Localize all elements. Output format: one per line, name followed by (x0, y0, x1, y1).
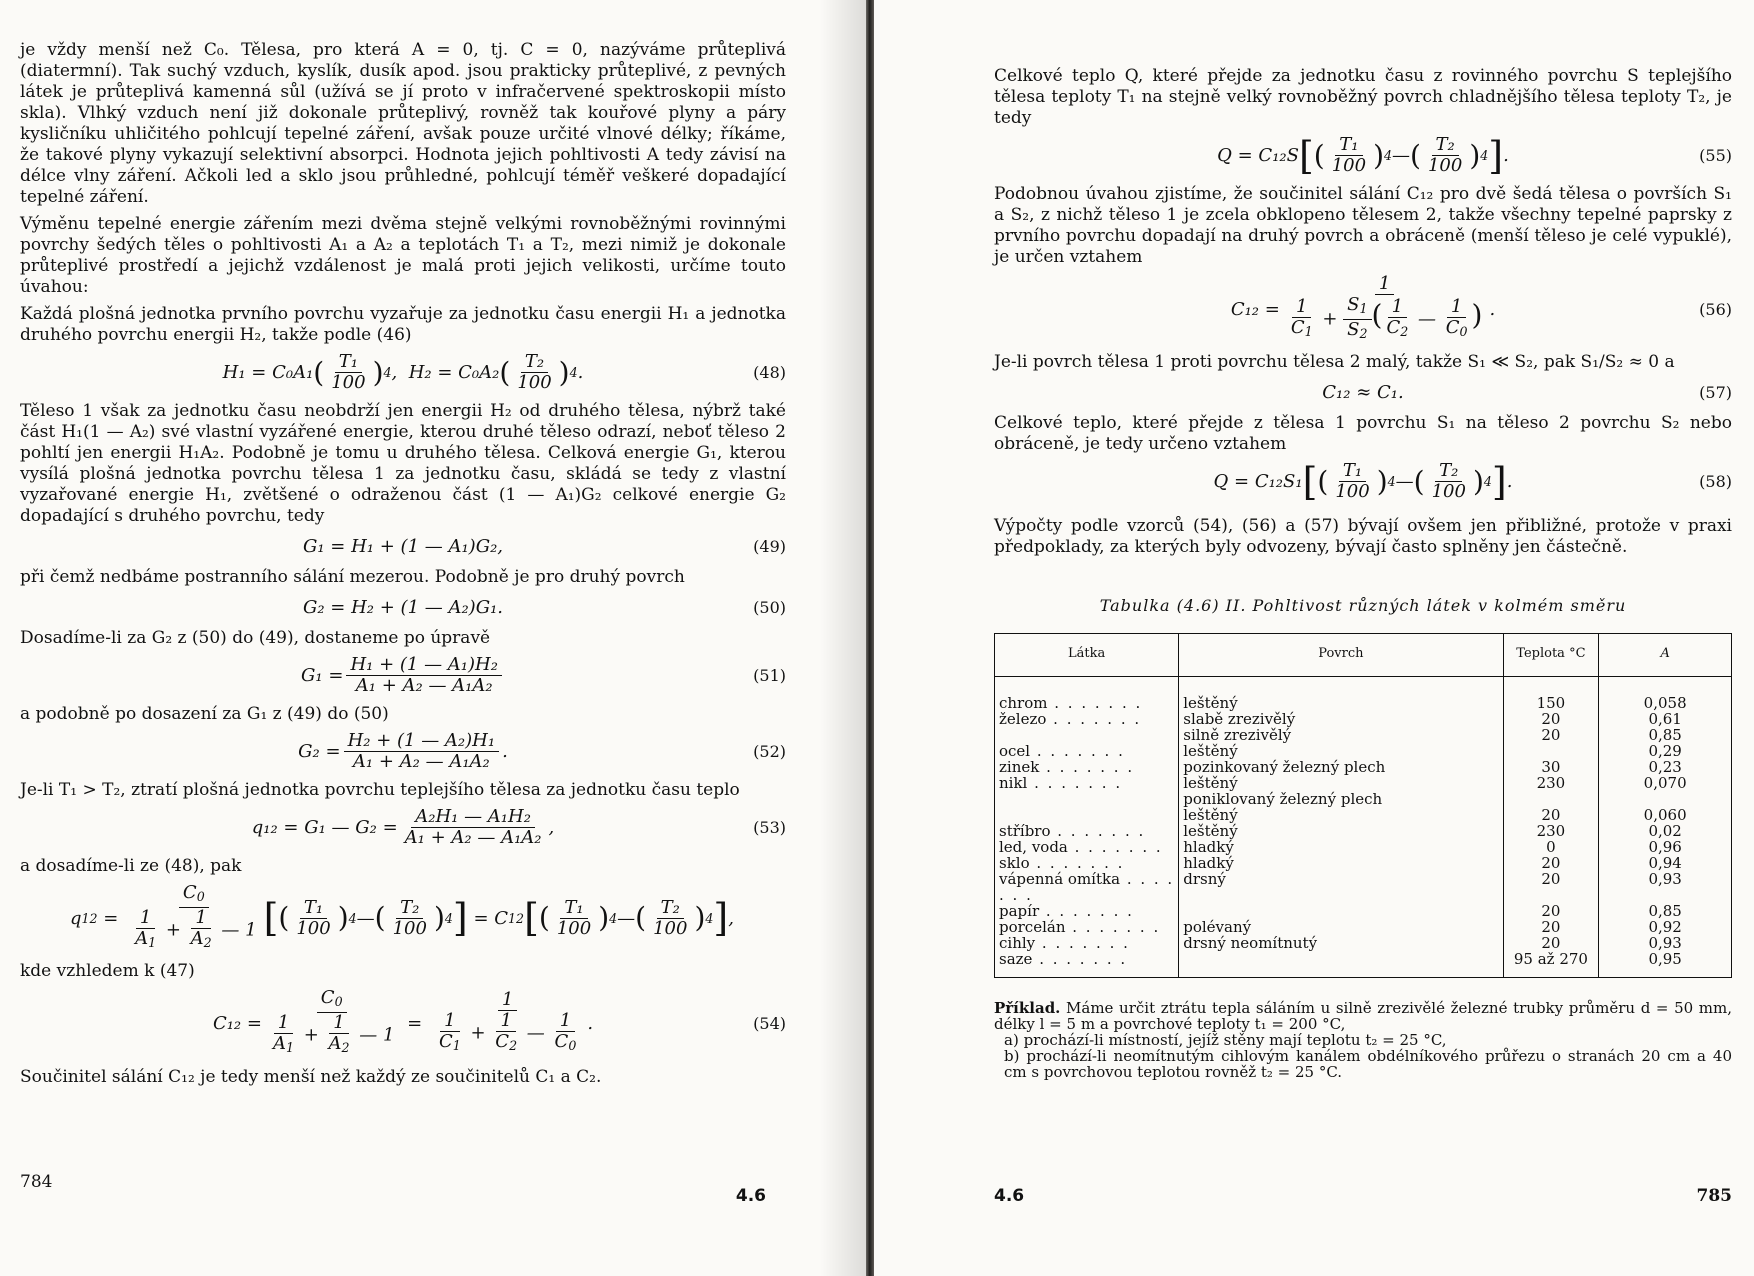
section-number: 4.6 (994, 1186, 1025, 1206)
table-cell: saze . . . . . . . (995, 951, 1179, 978)
table-cell: hladký (1179, 839, 1503, 855)
table-row (995, 951, 1732, 978)
table-cell: leštěný (1179, 775, 1503, 791)
table-row (995, 871, 1732, 903)
table-cell: hladký (1179, 855, 1503, 871)
equation-53: q₁₂ = G₁ — G₂ = $\frac{\text{A₂H₁ — A₁H₂}}{\text{A₁ + A₂ — A₁A₂}}$ , (53) (251, 806, 786, 848)
table-cell: 0,070 (1599, 775, 1732, 791)
table-cell: 0 (1503, 839, 1599, 855)
right-page (874, 0, 1754, 1276)
table-cell (995, 791, 1179, 807)
paragraph: Výpočty podle vzorců (54), (56) a (57) bývají ovšem jen přibližné, protože v praxi předpoklady, za kterých byly odvozeny, bývají často splněny jen částečně. (994, 516, 1732, 558)
equation-number: (52) (753, 742, 786, 761)
equation-49: G₁ = H₁ + (1 — A₁)G₂, (49) (302, 535, 786, 557)
table-cell: 20 (1503, 727, 1599, 743)
table-row (995, 807, 1732, 823)
table-row (995, 855, 1732, 871)
table-cell (995, 727, 1179, 743)
table-cell: chrom . . . . . . . (995, 677, 1179, 712)
equation-55: Q = C₁₂S [ ( $\frac{\text{T₁}}{100}$ ) 4 — ( $\frac{\text{T₂}}{100}$ ) 4 ] . (55) (1217, 133, 1732, 178)
table-cell: polévaný (1179, 919, 1503, 935)
table-cell: led, voda . . . . . . . (995, 839, 1179, 855)
equation-58: Q = C₁₂S₁ [ ( $\frac{\text{T₁}}{100}$ ) 4 — ( $\frac{\text{T₂}}{100}$ ) 4 ] . (58) (1213, 459, 1732, 504)
table-cell: vápenná omítka . . . . . . . (995, 871, 1179, 903)
equation-number: (53) (753, 818, 786, 837)
paragraph: Výměnu tepelné energie zářením mezi dvěma stejně velkými rovnoběžnými rovinnými povrchy šedých těles o pohltivosti A₁ a A₂ a teplotách T₁ a T₂, mezi nimiž je dokonale průteplivé prostředí a jejichž vzdálenost je malá proti jejich velikosti, určíme touto úvahou: (20, 214, 786, 297)
equation-number: (50) (753, 597, 786, 617)
table-cell: stříbro . . . . . . . (995, 823, 1179, 839)
table-cell: 20 (1503, 855, 1599, 871)
column-header: Povrch (1179, 634, 1503, 677)
table-cell: pozinkovaný železný plech (1179, 759, 1503, 775)
column-header: Teplota °C (1503, 634, 1599, 677)
equation-number: (55) (1699, 146, 1732, 165)
table-cell (1179, 951, 1503, 978)
paragraph: Je-li T₁ > T₂, ztratí plošná jednotka povrchu teplejšího tělesa za jednotku času teplo (20, 780, 740, 800)
table-cell: 20 (1503, 935, 1599, 951)
table-row (995, 743, 1732, 759)
table-cell: 0,61 (1599, 711, 1732, 727)
table-cell: 0,94 (1599, 855, 1732, 871)
table-cell (1599, 791, 1732, 807)
table-row (995, 791, 1732, 807)
table-cell: nikl . . . . . . . (995, 775, 1179, 791)
equation-number: (48) (753, 363, 786, 382)
table-cell: 0,02 (1599, 823, 1732, 839)
table-row (995, 775, 1732, 791)
column-header: Látka (995, 634, 1179, 677)
table-cell: 30 (1503, 759, 1599, 775)
example-item-b: b) prochází-li neomítnutým cihlovým kanálem obdélníkového průřezu o stranách 20 cm a 40 cm s povrchovou teplotou rovněž t₂ = 25 °C. (1004, 1047, 1732, 1082)
table-cell: 0,29 (1599, 743, 1732, 759)
table-row (995, 711, 1732, 727)
table-cell: 20 (1503, 711, 1599, 727)
table-cell: 0,85 (1599, 727, 1732, 743)
table-cell (1179, 903, 1503, 919)
table-cell: 230 (1503, 823, 1599, 839)
table-row (995, 919, 1732, 935)
absorptivity-table (994, 633, 1732, 978)
table-cell: drsný neomítnutý (1179, 935, 1503, 951)
example-block (994, 1000, 1732, 1080)
equation-number: (54) (753, 1013, 786, 1033)
equation-number: (49) (753, 536, 786, 556)
left-page (0, 0, 866, 1276)
equation-57: C₁₂ ≈ C₁. (57) (1322, 381, 1732, 403)
equation-number: (56) (1699, 299, 1732, 319)
paragraph: kde vzhledem k (47) (20, 961, 195, 982)
table-cell: leštěný (1179, 743, 1503, 759)
paragraph: Každá plošná jednotka prvního povrchu vyzařuje za jednotku času energii H₁ a jednotka druhého povrchu energii H₂, takže podle (46) (20, 304, 786, 345)
example-text: Máme určit ztrátu tepla sáláním u silně zrezivělé železné trubky průměru d = 50 mm, délky l = 5 m a povrchové teploty t₁ = 200 °C, (994, 999, 1732, 1034)
table-row (995, 759, 1732, 775)
table-row (995, 727, 1732, 743)
table-caption: Tabulka (4.6) II. Pohltivost různých látek v kolmém směru (1099, 596, 1627, 616)
example-item-a: a) prochází-li místností, jejíž stěny mají teplotu t₂ = 25 °C, (1004, 1031, 1447, 1050)
table-cell: 95 až 270 (1503, 951, 1599, 978)
table-cell: 20 (1503, 919, 1599, 935)
table-cell: 0,93 (1599, 871, 1732, 903)
table-cell: 0,92 (1599, 919, 1732, 935)
equation-number: (57) (1699, 382, 1732, 402)
equation-52: G₂ = $\frac{\text{H₂ + (1 — A₂)H₁}}{\text{A₁ + A₂ — A₁A₂}}$ . (52) (298, 730, 786, 772)
table-cell: 0,96 (1599, 839, 1732, 855)
table-cell: 230 (1503, 775, 1599, 791)
table-cell: ocel . . . . . . . (995, 743, 1179, 759)
table-cell: cihly . . . . . . . (995, 935, 1179, 951)
paragraph: Podobnou úvahou zjistíme, že součinitel sálání C₁₂ pro dvě šedá tělesa o površích S₁ a S₂, z nichž těleso 1 je zcela obklopeno tělesem 2, takže všechny tepelné paprsky z prvního povrchu dopadají na druhý povrch a obráceně (menší těleso je celé vypuklé), je určen vztahem (994, 184, 1732, 267)
equation-51: G₁ = $\frac{\text{H₁ + (1 — A₁)H₂}}{\text{A₁ + A₂ — A₁A₂}}$ (51) (301, 654, 786, 696)
table-cell: poniklovaný železný plech (1179, 791, 1503, 807)
table-cell: porcelán . . . . . . . (995, 919, 1179, 935)
table-cell: 20 (1503, 903, 1599, 919)
table-row (995, 935, 1732, 951)
table-row (995, 903, 1732, 919)
table-cell: leštěný (1179, 677, 1503, 712)
page-number: 784 (20, 1172, 53, 1192)
table-cell: sklo . . . . . . . (995, 855, 1179, 871)
table-cell: 0,85 (1599, 903, 1732, 919)
table-cell: 150 (1503, 677, 1599, 712)
table-cell: 0,058 (1599, 677, 1732, 712)
page-number: 785 (1696, 1186, 1732, 1206)
table-cell: železo . . . . . . . (995, 711, 1179, 727)
equation-number: (58) (1699, 472, 1732, 492)
paragraph: Celkové teplo Q, které přejde za jednotku času z rovinného povrchu S teplejšího tělesa teploty T₁ na stejně velký rovnoběžný povrch chladnějšího tělesa teploty T₂, je tedy (994, 66, 1732, 128)
table-body (995, 677, 1732, 978)
equation-56: C₁₂ = 1 $\frac{1}{C_1}$ + $\frac{S_1}{S_2}$ ( $\frac{1}{C_2}$ — $\frac{1}{C_0}$ ) . (56) (1230, 273, 1732, 342)
table-cell (995, 807, 1179, 823)
table-cell: 20 (1503, 871, 1599, 903)
table-cell: 0,23 (1599, 759, 1732, 775)
equation-q12: q 12 = $C_0$ $\frac{1}{A_1}$ + $\frac{1}{A_2}$ — 1 [ ( $\frac{\text{T₁}}{100}$ ) 4 — ( $\frac{\text{T₂}}{100}$ ) 4 ] = C 12 [ ( $\frac{\text{T₁}}{100}$ ) 4 — ( $\frac{\text{T₂}}{100}$ ) 4 ] , (70, 882, 734, 951)
paragraph: při čemž nedbáme postranního sálání mezerou. Podobně je pro druhý povrch (20, 567, 685, 587)
table-row (995, 839, 1732, 855)
paragraph: a dosadíme-li ze (48), pak (20, 856, 242, 876)
table-cell: 0,93 (1599, 935, 1732, 951)
table-cell: 0,060 (1599, 807, 1732, 823)
paragraph: Celkové teplo, které přejde z tělesa 1 povrchu S₁ na těleso 2 povrchu S₂ nebo obráceně, je tedy určeno vztahem (994, 413, 1732, 455)
equation-50: G₂ = H₂ + (1 — A₂)G₁. (50) (302, 596, 786, 618)
table-cell: leštěný (1179, 823, 1503, 839)
example-label: Příklad. (994, 999, 1061, 1018)
table-cell: 0,95 (1599, 951, 1732, 978)
table-cell: leštěný (1179, 807, 1503, 823)
table-row (995, 677, 1732, 712)
paragraph: Dosadíme-li za G₂ z (50) do (49), dostaneme po úpravě (20, 628, 491, 648)
column-header: A (1599, 634, 1732, 677)
table-cell: papír . . . . . . . (995, 903, 1179, 919)
paragraph: a podobně po dosazení za G₁ z (49) do (50) (20, 704, 389, 724)
equation-54: C₁₂ = $C_0$ $\frac{1}{A_1}$ + $\frac{1}{A_2}$ — 1 = 1 $\frac{1}{C_1}$ + $\frac{1}{C_2}$ — $\frac{1}{C_0}$ . (54) (212, 987, 786, 1056)
table-cell: 20 (1503, 807, 1599, 823)
table-cell: silně zrezivělý (1179, 727, 1503, 743)
book-gutter (866, 0, 874, 1276)
table-cell: slabě zrezivělý (1179, 711, 1503, 727)
paragraph: je vždy menší než C₀. Tělesa, pro která A = 0, tj. C = 0, nazýváme průteplivá (diatermní). Tak suchý vzduch, kyslík, dusík apod. jsou prakticky průteplivé, z pevných látek je průteplivá kamenná sůl (užívá se jí proto v infračervené spektroskopii místo skla). Vlhký vzduch není již dokonale průteplivý, rovněž tak kouřové plyny a páry kysličníku uhličitého pohlcují tepelné záření, avšak pouze určité vlnové délky; říkáme, že takové plyny vykazují selektivní absorpci. Hodnota jejich pohltivosti A tedy závisí na délce vlny záření. Ačkoli led a sklo jsou průhledné, pohlcují téměř veškeré dopadající tepelné záření. (20, 40, 786, 207)
table-cell (1503, 791, 1599, 807)
paragraph: Součinitel sálání C₁₂ je tedy menší než každý ze součinitelů C₁ a C₂. (20, 1066, 602, 1087)
paragraph: Těleso 1 však za jednotku času neobdrží jen energii H₂ od druhého tělesa, nýbrž také část H₁(1 — A₂) své vlastní vyzářené energie, kterou druhé těleso odrazí, neboť těleso 2 pohltí jen energii H₁A₂. Podobně je tomu u druhého tělesa. Celková energie G₁, kterou vysílá plošná jednotka povrchu tělesa 1 za jednotku času, skládá se tedy z vlastní vyzařované energie H₁, zvětšené o odraženou část (1 — A₁)G₂ celkové energie G₂ dopadající s druhého povrchu, tedy (20, 401, 786, 526)
table-row (995, 823, 1732, 839)
equation-48: H₁ = C₀A₁ ( $\frac{\text{T₁}}{100}$ ) 4 , H₂ = C₀A₂ ( $\frac{\text{T₂}}{100}$ ) 4 . (48) (222, 351, 786, 393)
section-number: 4.6 (735, 1186, 766, 1206)
table-cell (1503, 743, 1599, 759)
table-cell: zinek . . . . . . . (995, 759, 1179, 775)
paragraph: Je-li povrch tělesa 1 proti povrchu tělesa 2 malý, takže S₁ ≪ S₂, pak S₁/S₂ ≈ 0 a (994, 352, 1675, 373)
table-cell: drsný (1179, 871, 1503, 903)
equation-number: (51) (753, 666, 786, 685)
